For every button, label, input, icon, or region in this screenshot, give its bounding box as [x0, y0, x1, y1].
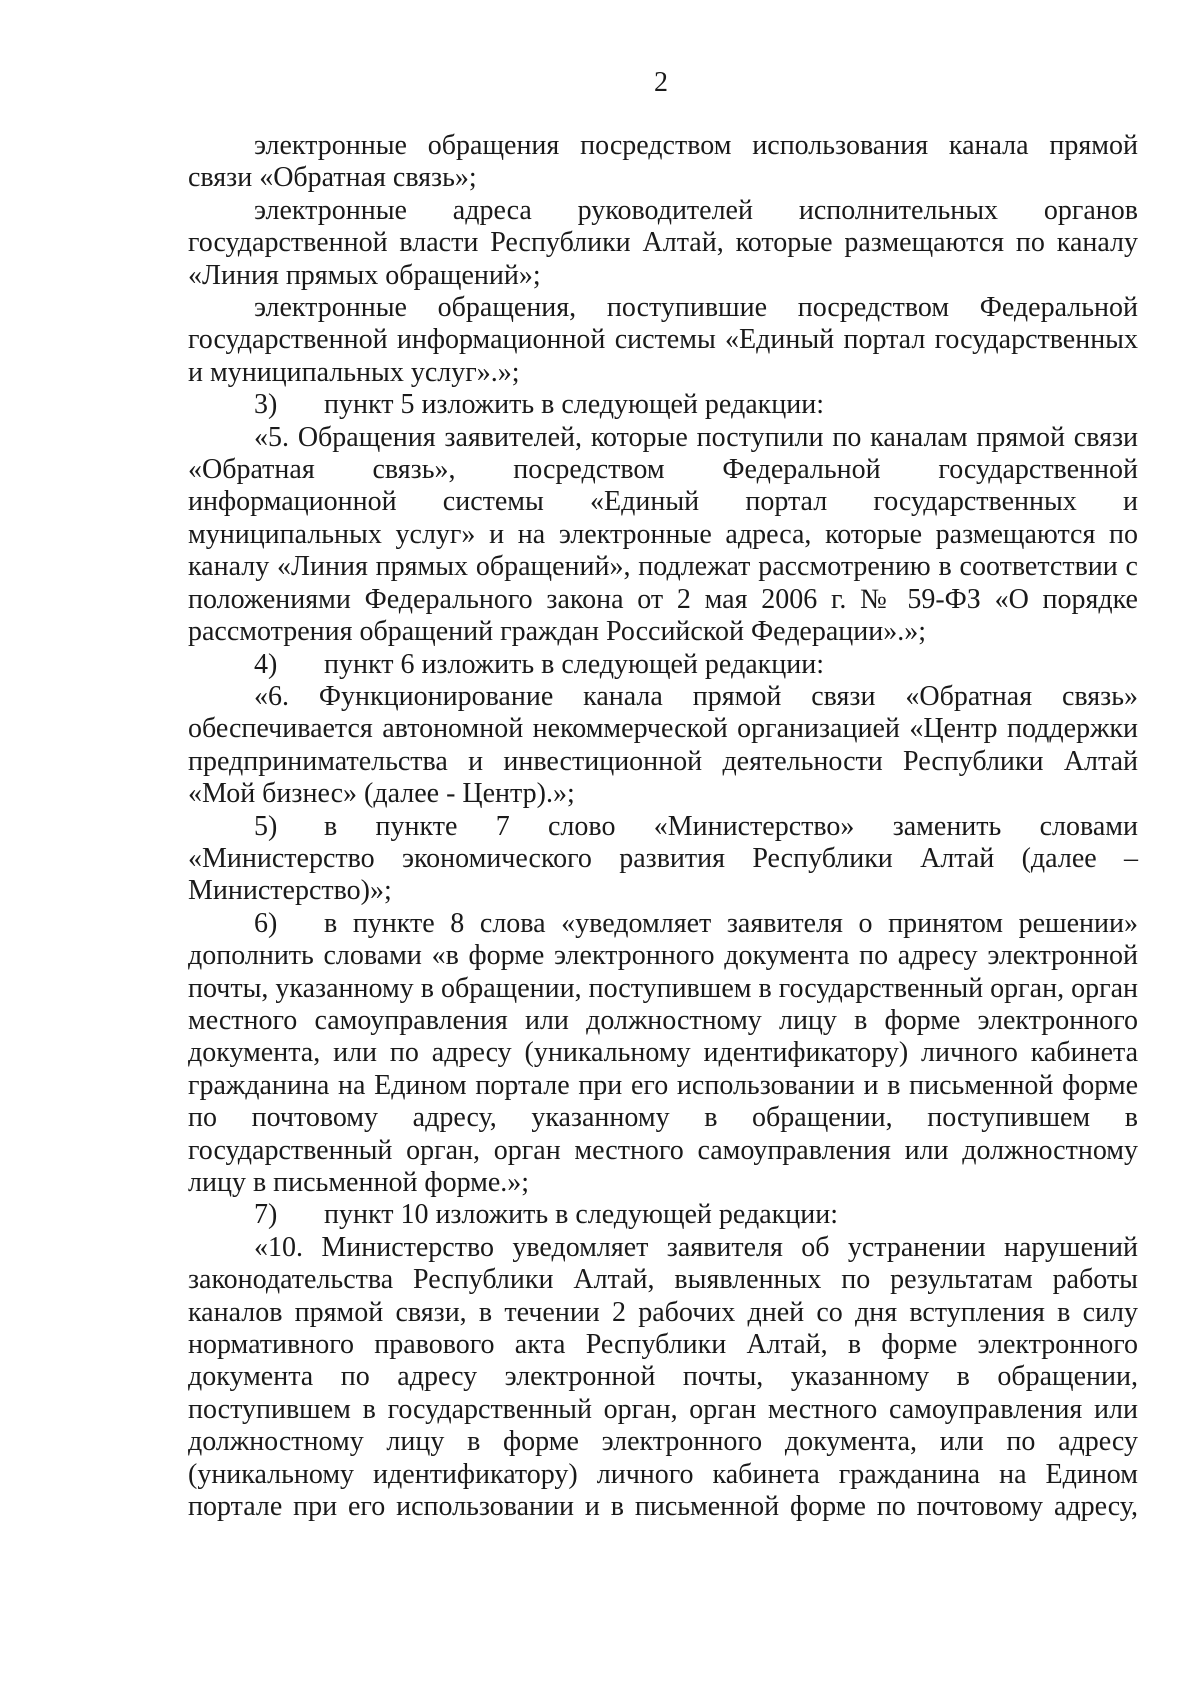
paragraph-clause-6: «6. Функционирование канала прямой связи «Обратная связь» обеспечивается автономной некоммерческой организацией «Центр поддержки предпринимательства и инвестиционной деятельности Республики Алтай «Мой бизнес» (далее - Центр).»;: [188, 680, 1138, 810]
list-item-text: пункт 6 изложить в следующей редакции:: [324, 648, 824, 680]
list-item-number: 5): [254, 810, 278, 842]
paragraph-clause-10: «10. Министерство уведомляет заявителя об устранении нарушений законодательства Республики Алтай, выявленных по результатам работы каналов прямой связи, в течении 2 рабочих дней со дня вступления в силу нормативного правового акта Республики Алтай, в форме электронного документа по адресу электронной почты, указанному в обращении, поступившем в государственный орган, орган местного самоуправления или должностному лицу в форме электронного документа, или по адресу (уникальному идентификатору) личного кабинета гражданина на Едином портале при его использовании и в письменной форме по почтовому адресу,: [188, 1231, 1138, 1523]
list-item-5: [188, 811, 1138, 908]
paragraph-heads-addresses: электронные адреса руководителей исполнительных органов государственной власти Республики Алтай, которые размещаются по каналу «Линия прямых обращений»;: [188, 194, 1138, 291]
list-item-number: 3): [254, 389, 278, 421]
list-item-text: пункт 5 изложить в следующей редакции:: [324, 389, 824, 421]
list-item-text: в пункте 8 слова «уведомляет заявителя о принятом решении» дополнить словами «в форме электронного документа по адресу электронной почты, указанному в обращении, поступившем в государственный орган, орган местного самоуправления или должностному лицу в форме электронного документа, или по адресу (уникальному идентификатору) личного кабинета гражданина на Едином портале при его использовании и в письменной форме по почтовому адресу, указанному в обращении, поступившем в государственный орган, орган местного самоуправления или должностному лицу в письменной форме.»;: [188, 907, 1138, 1198]
paragraph-portal-appeals: электронные обращения, поступившие посредством Федеральной государственной информационной системы «Единый портал государственных и муниципальных услуг».»;: [188, 292, 1138, 388]
list-item-text: в пункте 7 слово «Министерство» заменить словами «Министерство экономического развития Республики Алтай (далее – Министерство)»;: [188, 810, 1138, 907]
paragraph-feedback-channel: электронные обращения посредством использования канала прямой связи «Обратная связь»;: [188, 130, 1138, 194]
document-body: [188, 130, 1138, 1523]
list-item-3: [188, 389, 1138, 421]
paragraph-clause-5: «5. Обращения заявителей, которые поступили по каналам прямой связи «Обратная связь», посредством Федеральной государственной информационной системы «Единый портал государственных и муниципальных услуг» и на электронные адреса, которые размещаются по каналу «Линия прямых обращений», подлежат рассмотрению в соответствии с положениями Федерального закона от 2 мая 2006 г. № 59-ФЗ «О порядке рассмотрения обращений граждан Российской Федерации».»;: [188, 421, 1138, 648]
list-item-7: [188, 1199, 1138, 1231]
list-item-text: пункт 10 изложить в следующей редакции:: [324, 1199, 838, 1231]
list-item-4: [188, 649, 1138, 681]
list-item-number: 4): [254, 648, 278, 680]
list-item-6: [188, 908, 1138, 1200]
list-item-number: 6): [254, 907, 278, 939]
page-number: 2: [654, 67, 668, 98]
list-item-number: 7): [254, 1199, 278, 1231]
